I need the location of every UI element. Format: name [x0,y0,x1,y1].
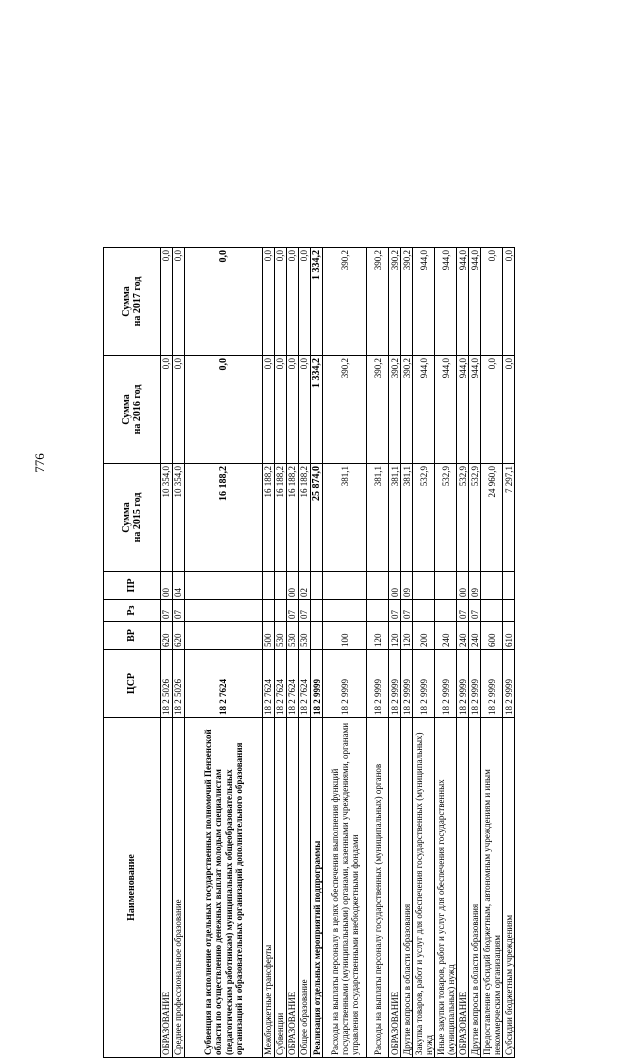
cell-name: Субвенции [275,718,287,1058]
cell-s2016: 0,0 [299,356,311,464]
cell-rz [481,600,503,622]
cell-s2015: 381,1 [401,464,413,572]
cell-s2017: 0,0 [275,248,287,356]
cell-csr: 18 2 7624 [299,650,311,718]
cell-rz: 07 [401,600,413,622]
cell-rz: 07 [389,600,401,622]
cell-csr: 18 2 9999 [457,650,469,718]
cell-s2017: 1 334,2 [311,248,323,356]
cell-s2015: 16 188,2 [287,464,299,572]
cell-s2017: 0,0 [503,248,515,356]
cell-s2016: 0,0 [503,356,515,464]
cell-s2015: 381,1 [323,464,367,572]
cell-csr: 18 2 9999 [503,650,515,718]
cell-s2016: 1 334,2 [311,356,323,464]
cell-s2015: 532,9 [457,464,469,572]
cell-vr: 240 [457,622,469,650]
cell-vr: 240 [435,622,457,650]
cell-csr: 18 2 7624 [275,650,287,718]
cell-s2017: 390,2 [389,248,401,356]
cell-s2017: 0,0 [161,248,173,356]
cell-vr: 530 [287,622,299,650]
table-row [469,248,481,1058]
cell-name: Расходы на выплаты персоналу государственных (муниципальных) органов [367,718,389,1058]
cell-rz [367,600,389,622]
cell-s2017: 944,0 [457,248,469,356]
table-row [457,248,469,1058]
table-row [185,248,263,1058]
cell-pr [435,572,457,600]
table-row [263,248,275,1058]
cell-s2016: 944,0 [435,356,457,464]
cell-s2017: 0,0 [263,248,275,356]
cell-csr: 18 2 5026 [173,650,185,718]
header-rz: Рз [104,600,161,622]
cell-pr [185,572,263,600]
cell-name: Общее образование [299,718,311,1058]
budget-table [103,247,515,1058]
cell-name: ОБРАЗОВАНИЕ [161,718,173,1058]
cell-pr: 02 [299,572,311,600]
cell-s2016: 944,0 [469,356,481,464]
table-row [435,248,457,1058]
rotated-table-container [103,248,593,1058]
cell-csr: 18 2 9999 [413,650,435,718]
cell-pr: 09 [401,572,413,600]
cell-rz [185,600,263,622]
cell-name: ОБРАЗОВАНИЕ [287,718,299,1058]
cell-vr: 620 [161,622,173,650]
cell-rz [413,600,435,622]
cell-name: Другие вопросы в области образования [469,718,481,1058]
cell-s2016: 390,2 [401,356,413,464]
header-sum-2016-line1: Сумма [120,394,132,425]
cell-csr: 18 2 5026 [161,650,173,718]
header-sum-2017-line1: Сумма [120,286,132,317]
cell-s2015: 24 960,0 [481,464,503,572]
header-sum-2016-line2: на 2016 год [132,384,143,435]
cell-s2015: 7 297,1 [503,464,515,572]
cell-vr [185,622,263,650]
cell-pr: 04 [173,572,185,600]
cell-csr: 18 2 7624 [185,650,263,718]
cell-s2016: 390,2 [367,356,389,464]
cell-pr: 00 [287,572,299,600]
cell-pr [413,572,435,600]
cell-csr: 18 2 9999 [323,650,367,718]
cell-rz [435,600,457,622]
cell-s2016: 390,2 [389,356,401,464]
header-pr: ПР [104,572,161,600]
cell-vr [311,622,323,650]
cell-csr: 18 2 9999 [435,650,457,718]
table-row [413,248,435,1058]
cell-name: Расходы на выплаты персоналу в целях обеспечения выполнения функций государственными (муниципальными) органами, казенными учреждениями, органами управления государственными внебюджетными фондами [323,718,367,1058]
table-row [481,248,503,1058]
header-csr: ЦСР [104,650,161,718]
cell-pr [503,572,515,600]
cell-pr [311,572,323,600]
cell-s2016: 0,0 [185,356,263,464]
table-row [287,248,299,1058]
table-row [311,248,323,1058]
cell-vr: 600 [481,622,503,650]
cell-s2016: 0,0 [287,356,299,464]
cell-s2016: 0,0 [173,356,185,464]
cell-s2017: 0,0 [299,248,311,356]
header-sum-2017 [104,248,161,356]
cell-s2015: 16 188,2 [275,464,287,572]
table-row [173,248,185,1058]
table-row [389,248,401,1058]
cell-s2015: 10 354,0 [161,464,173,572]
cell-name: ОБРАЗОВАНИЕ [389,718,401,1058]
cell-name: Среднее профессиональное образование [173,718,185,1058]
cell-rz: 07 [469,600,481,622]
cell-s2017: 944,0 [435,248,457,356]
cell-name: Субсидии бюджетным учреждениям [503,718,515,1058]
cell-csr: 18 2 9999 [367,650,389,718]
cell-s2017: 944,0 [413,248,435,356]
cell-s2015: 25 874,0 [311,464,323,572]
cell-csr: 18 2 9999 [469,650,481,718]
cell-rz: 07 [287,600,299,622]
table-row [367,248,389,1058]
table-header-row [104,248,161,1058]
cell-csr: 18 2 7624 [287,650,299,718]
cell-s2015: 532,9 [435,464,457,572]
cell-vr: 530 [275,622,287,650]
cell-s2016: 0,0 [481,356,503,464]
cell-name: Реализация отдельных мероприятий подпрограммы [311,718,323,1058]
cell-name: Другие вопросы в области образования [401,718,413,1058]
header-sum-2015-line2: на 2015 год [132,492,143,543]
cell-s2015: 16 188,2 [299,464,311,572]
cell-rz: 07 [173,600,185,622]
cell-s2015: 16 188,2 [185,464,263,572]
table-row [299,248,311,1058]
cell-vr: 620 [173,622,185,650]
cell-name: Предоставление субсидий бюджетным, автономным учреждениям и иным некоммерческим организациям [481,718,503,1058]
cell-vr: 500 [263,622,275,650]
table-body [161,248,515,1058]
cell-s2015: 381,1 [367,464,389,572]
cell-pr: 00 [389,572,401,600]
cell-s2016: 390,2 [323,356,367,464]
cell-csr: 18 2 9999 [389,650,401,718]
cell-s2015: 532,9 [469,464,481,572]
cell-vr: 240 [469,622,481,650]
cell-rz [275,600,287,622]
cell-s2016: 0,0 [275,356,287,464]
cell-pr [275,572,287,600]
cell-csr: 18 2 9999 [401,650,413,718]
cell-rz [263,600,275,622]
cell-s2017: 0,0 [481,248,503,356]
cell-s2017: 390,2 [323,248,367,356]
cell-s2015: 10 354,0 [173,464,185,572]
cell-s2017: 390,2 [401,248,413,356]
cell-name: Межбюджетные трансферты [263,718,275,1058]
cell-name: Субвенция на исполнение отдельных государственных полномочий Пензенской области по осуществлению денежных выплат молодым специалистам (педагогическим работникам) муниципальных общеобразовательных организаций и образовательных организаций дополнительного образования [185,718,263,1058]
cell-vr: 610 [503,622,515,650]
cell-rz: 07 [161,600,173,622]
cell-s2015: 532,9 [413,464,435,572]
cell-vr: 120 [367,622,389,650]
cell-s2017: 944,0 [469,248,481,356]
header-sum-2015-line1: Сумма [120,502,132,533]
cell-s2017: 390,2 [367,248,389,356]
cell-name: Закупка товаров, работ и услуг для обеспечения государственных (муниципальных) нужд [413,718,435,1058]
cell-s2015: 16 188,2 [263,464,275,572]
header-sum-2015 [104,464,161,572]
table-row [275,248,287,1058]
header-name: Наименование [104,718,161,1058]
cell-csr: 18 2 9999 [481,650,503,718]
table-row [323,248,367,1058]
cell-s2017: 0,0 [287,248,299,356]
header-sum-2016 [104,356,161,464]
cell-pr: 09 [469,572,481,600]
header-vr: ВР [104,622,161,650]
cell-name: ОБРАЗОВАНИЕ [457,718,469,1058]
cell-s2017: 0,0 [173,248,185,356]
table-row [503,248,515,1058]
cell-vr: 120 [389,622,401,650]
cell-pr [367,572,389,600]
page-number: 776 [32,453,47,473]
cell-s2016: 944,0 [457,356,469,464]
cell-rz: 07 [457,600,469,622]
cell-pr [263,572,275,600]
cell-pr: 00 [161,572,173,600]
cell-s2016: 0,0 [161,356,173,464]
table-row [161,248,173,1058]
cell-rz [503,600,515,622]
cell-vr: 100 [323,622,367,650]
cell-vr: 200 [413,622,435,650]
cell-vr: 530 [299,622,311,650]
cell-pr: 00 [457,572,469,600]
header-sum-2017-line2: на 2017 год [132,276,143,327]
cell-csr: 18 2 7624 [263,650,275,718]
cell-rz [311,600,323,622]
table-row [401,248,413,1058]
cell-pr [323,572,367,600]
cell-csr: 18 2 9999 [311,650,323,718]
cell-s2015: 381,1 [389,464,401,572]
cell-s2017: 0,0 [185,248,263,356]
cell-s2016: 0,0 [263,356,275,464]
cell-pr [481,572,503,600]
cell-rz [323,600,367,622]
cell-rz: 07 [299,600,311,622]
cell-name: Иные закупки товаров, работ и услуг для обеспечения государственных (муниципальных) нужд [435,718,457,1058]
cell-s2016: 944,0 [413,356,435,464]
cell-vr: 120 [401,622,413,650]
